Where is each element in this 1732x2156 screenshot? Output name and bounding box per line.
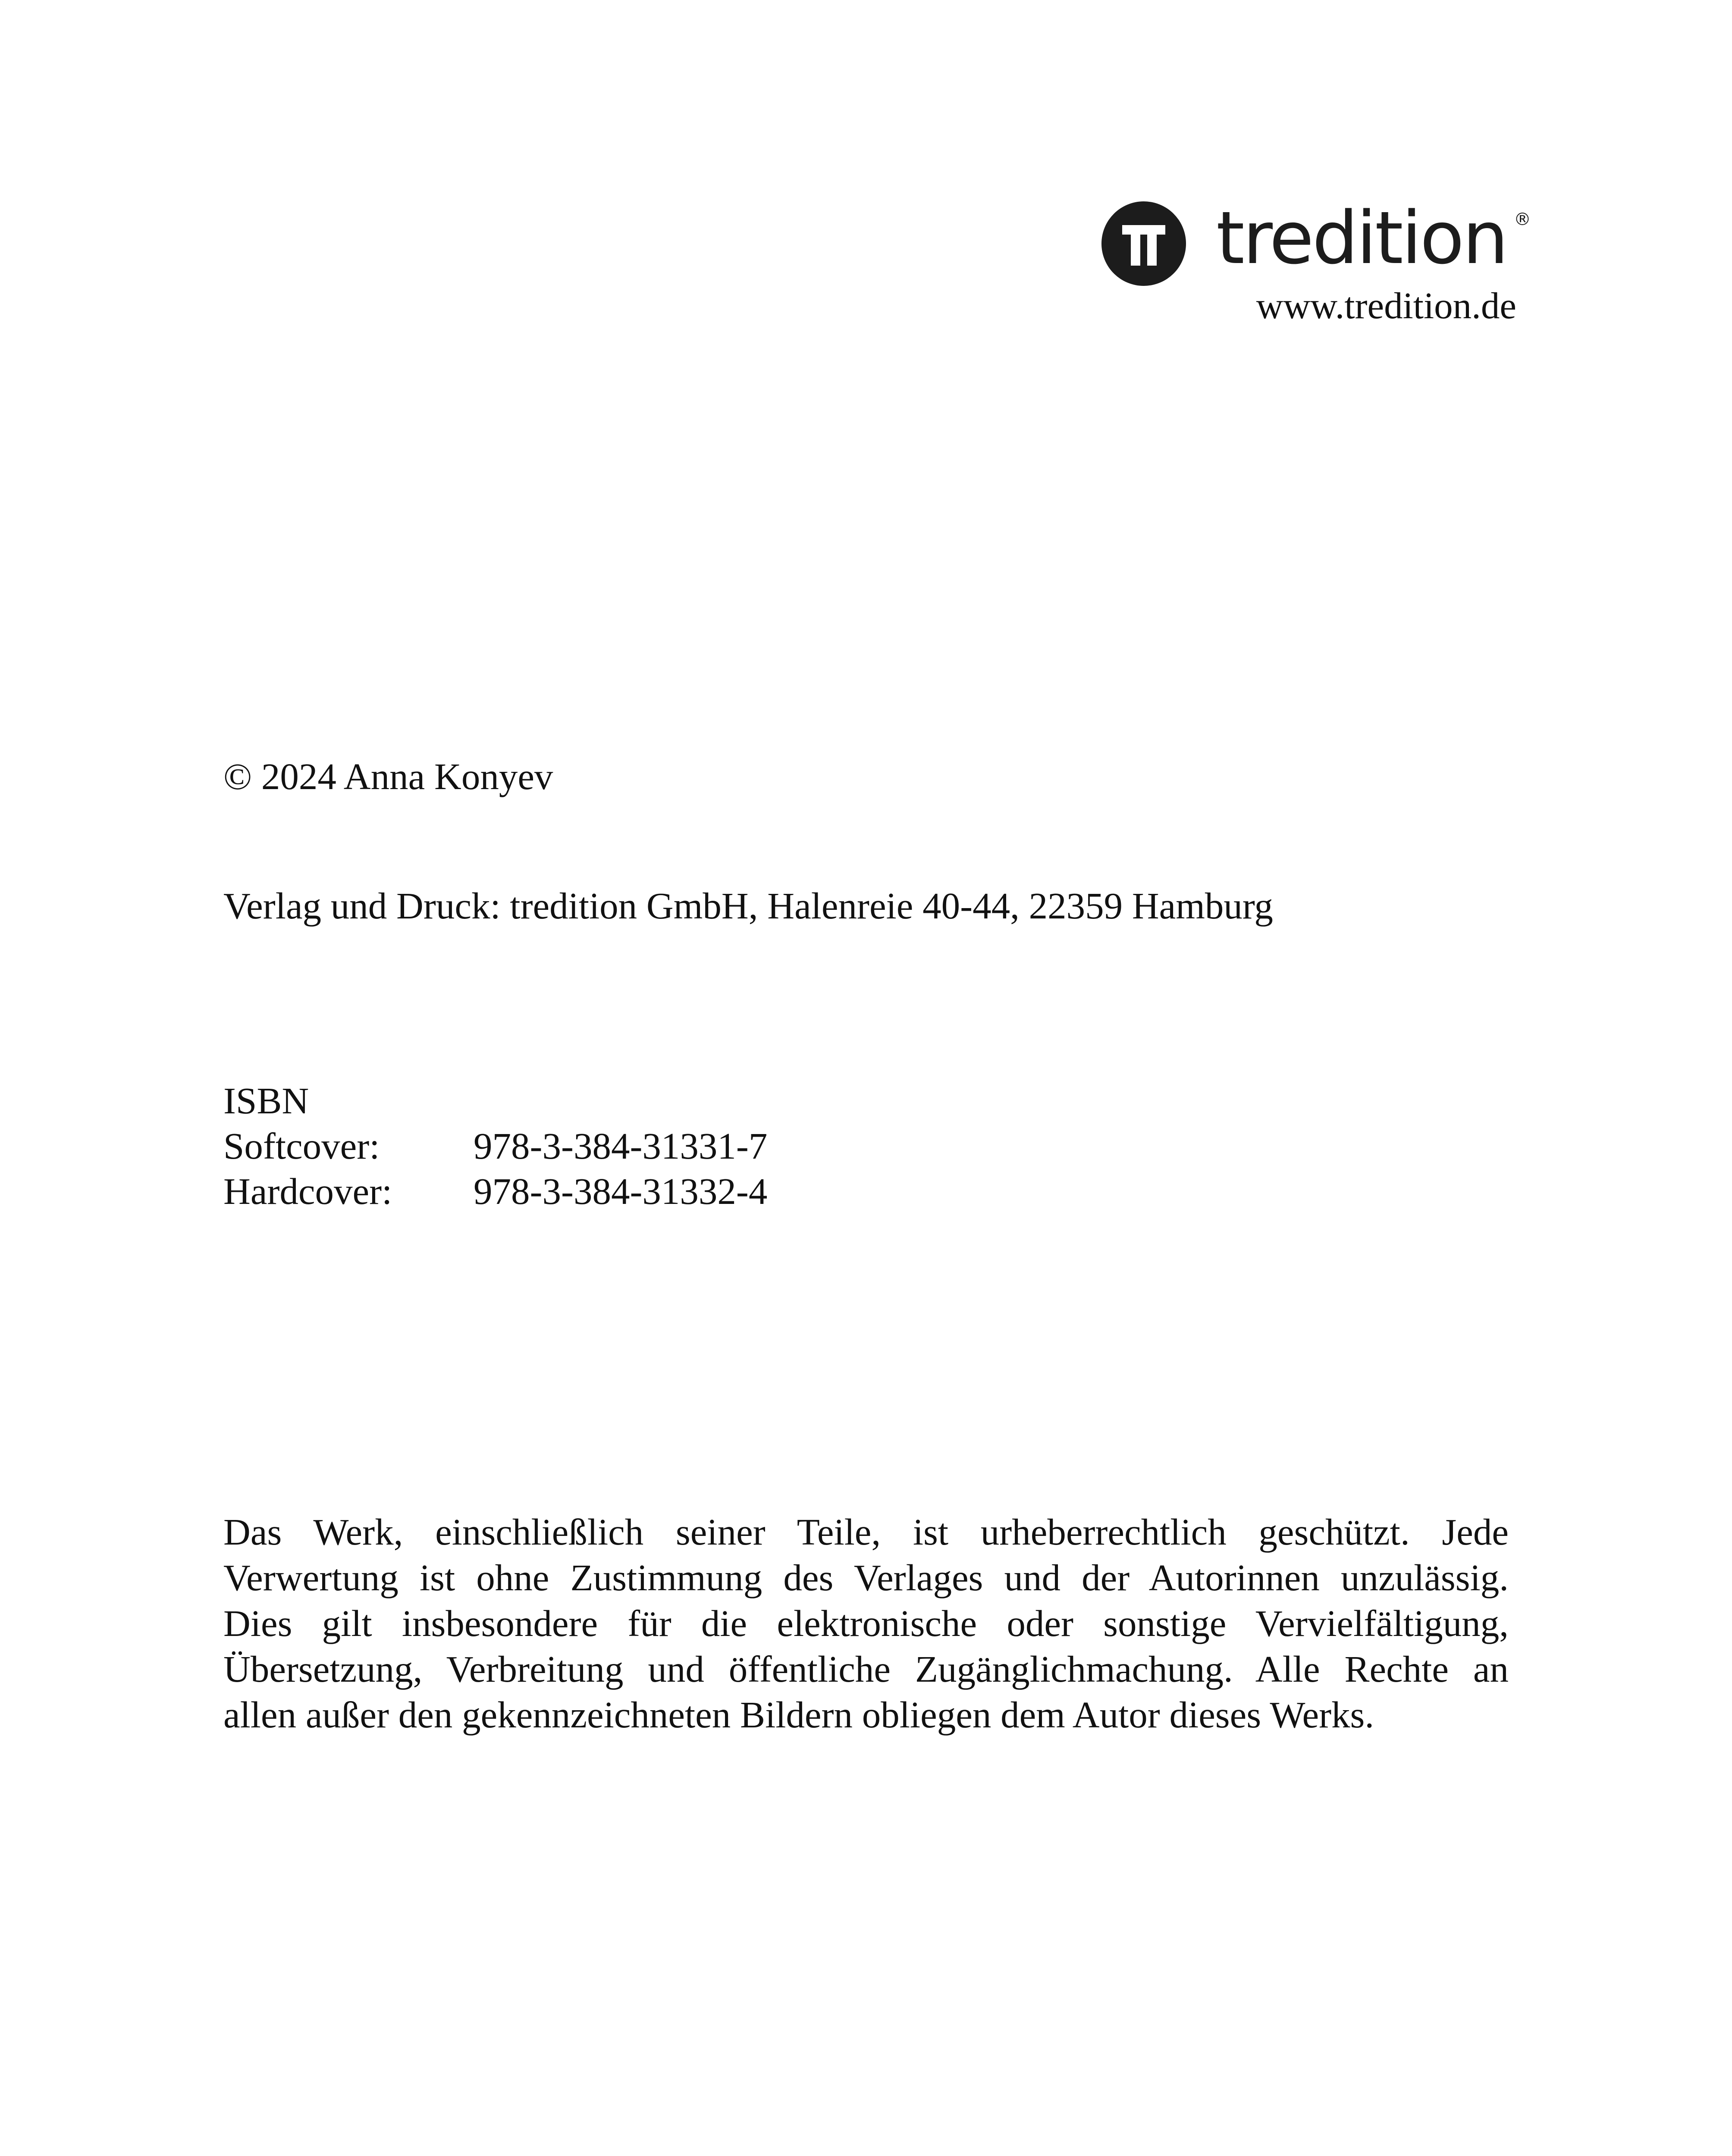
legal-notice-line: Das Werk, einschließlich seiner Teile, ist urheberrechtlich geschützt. Jede: [223, 1511, 1509, 1553]
legal-notice-line: Dies gilt insbesondere für die elektronische oder sonstige Vervielfältigung,: [223, 1602, 1509, 1644]
isbn-value: 978-3-384-31331-7: [474, 1125, 768, 1167]
svg-text:®: ®: [1514, 210, 1531, 229]
legal-notice-line: Verwertung ist ohne Zustimmung des Verlages und der Autorinnen unzulässig.: [223, 1557, 1509, 1598]
tredition-logo-icon: [1100, 198, 1531, 289]
legal-notice-line: allen außer den gekennzeichneten Bildern obliegen dem Autor dieses Werks.: [223, 1694, 1374, 1736]
isbn-row-softcover: [223, 1123, 767, 1169]
legal-notice: [223, 1509, 1509, 1738]
svg-text:tredition: tredition: [1216, 198, 1507, 280]
publisher-address: Verlag und Druck: tredition GmbH, Halenreie 40-44, 22359 Hamburg: [223, 885, 1273, 927]
isbn-block: [223, 1078, 767, 1214]
isbn-row-hardcover: [223, 1169, 767, 1214]
publisher-logo: [1100, 198, 1531, 289]
isbn-label: Hardcover:: [223, 1170, 392, 1212]
legal-notice-line: Übersetzung, Verbreitung und öffentliche Zugänglichmachung. Alle Rechte an: [223, 1648, 1509, 1690]
publisher-website: www.tredition.de: [1256, 285, 1516, 326]
copyright-notice: © 2024 Anna Konyev: [223, 755, 553, 797]
isbn-heading: ISBN: [223, 1080, 309, 1122]
isbn-value: 978-3-384-31332-4: [474, 1170, 768, 1212]
isbn-label: Softcover:: [223, 1125, 380, 1167]
